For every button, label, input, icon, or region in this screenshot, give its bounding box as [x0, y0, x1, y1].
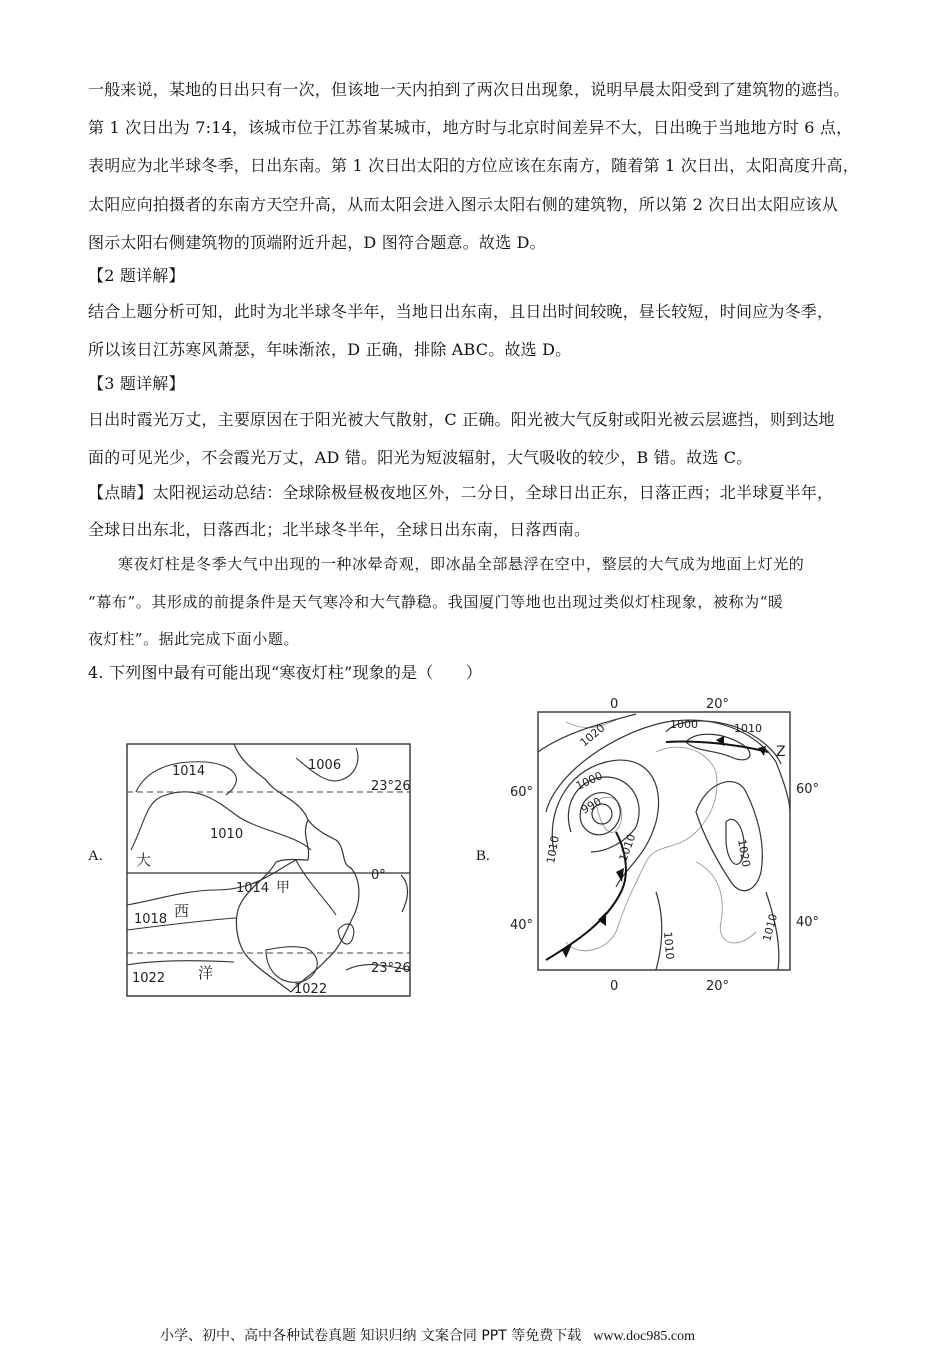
question-stem: 4. 下列图中最有可能出现“寒夜灯柱”现象的是（ ） — [88, 663, 483, 682]
longitude-label: 20° — [706, 697, 730, 712]
paragraph-line: 结合上题分析可知，此时为北半球冬半年，当地日出东南，且日出时间较晚，昼长较短，时间应为冬季， — [88, 302, 834, 321]
section-heading: 【2 题详解】 — [88, 266, 185, 285]
paragraph-line: 太阳应向拍摄者的东南方天空升高，从而太阳会进入图示太阳右侧的建筑物，所以第 2 次日出太阳应该从 — [88, 195, 838, 214]
isobar-label: 1014 — [236, 881, 270, 896]
longitude-label: 0 — [610, 697, 619, 712]
option-b-label[interactable]: B. — [476, 848, 490, 864]
paragraph-line: 图示太阳右侧建筑物的顶端附近升起，D 图符合题意。故选 D。 — [88, 233, 546, 252]
front-label-z: Z — [776, 744, 786, 760]
paragraph-line: 第 1 次日出为 7:14，该城市位于江苏省某城市，地方时与北京时间差异不大，日出晚于当地地方时 6 点， — [88, 118, 853, 137]
latitude-label: 23°26 — [371, 961, 411, 976]
paragraph-line: 面的可见光少，不会霞光万丈，AD 错。阳光为短波辐射，大气吸收的较少，B 错。故选 C。 — [88, 448, 753, 467]
longitude-label: 20° — [706, 979, 730, 994]
latitude-label: 0° — [371, 868, 386, 883]
isobar-label: 1010 — [616, 832, 639, 864]
latitude-label: 60° — [796, 782, 820, 797]
paragraph-line: 所以该日江苏寒风萧瑟，年味渐浓，D 正确，排除 ABC。故选 D。 — [88, 340, 572, 359]
isobar-label: 1022 — [132, 971, 166, 986]
option-b-map[interactable] — [506, 692, 826, 994]
isobar-label: 1022 — [294, 982, 328, 997]
isobar-label: 1018 — [134, 912, 168, 927]
section-heading: 【3 题详解】 — [88, 374, 185, 393]
latitude-label: 40° — [796, 915, 820, 930]
isobar-label: 1010 — [734, 722, 762, 735]
isobar-label: 1000 — [670, 718, 698, 731]
paragraph-line: 全球日出东北，日落西北；北半球冬半年，全球日出东南，日落西南。 — [88, 520, 591, 539]
isobar-label: 1014 — [172, 764, 206, 779]
isobar-label: 1006 — [308, 758, 342, 773]
isobar-label: 1010 — [210, 827, 244, 842]
isobar-label: 1010 — [760, 912, 781, 943]
paragraph-line: 日出时霞光万丈，主要原因在于阳光被大气散射，C 正确。阳光被大气反射或阳光被云层遮挡，则到达地 — [88, 410, 835, 429]
page-footer — [160, 1325, 695, 1345]
paragraph-line: 【点睛】太阳视运动总结：全球除极昼极夜地区外，二分日，全球日出正东，日落正西；北半球夏半年， — [88, 483, 834, 502]
material-line: 夜灯柱”。据此完成下面小题。 — [88, 630, 300, 648]
option-a-map[interactable] — [126, 740, 426, 1000]
paragraph-line: 一般来说，某地的日出只有一次，但该地一天内拍到了两次日出现象，说明早晨太阳受到了建筑物的遮挡。 — [88, 80, 850, 99]
isobar-label: 1020 — [577, 721, 608, 750]
latitude-label: 60° — [510, 785, 534, 800]
material-line: 寒夜灯柱是冬季大气中出现的一种冰晕奇观，即冰晶全部悬浮在空中，整层的大气成为地面上灯光的 — [118, 555, 805, 573]
isobar-label: 1020 — [735, 838, 753, 869]
paragraph-line: 表明应为北半球冬季，日出东南。第 1 次日出太阳的方位应该在东南方，随着第 1 次日出，太阳高度升高， — [88, 156, 859, 175]
place-label: 西 — [174, 902, 190, 920]
latitude-label: 23°26 — [371, 779, 411, 794]
place-label: 大 — [136, 851, 152, 869]
place-label: 洋 — [198, 964, 214, 982]
option-a-label[interactable]: A. — [88, 848, 103, 864]
footer-url[interactable]: www.doc985.com — [593, 1329, 695, 1344]
isobar-label: 1010 — [544, 834, 562, 865]
isobar-label: 990 — [579, 794, 604, 817]
point-label-jia: 甲 — [276, 880, 290, 896]
footer-text: 小学、初中、高中各种试卷真题 知识归纳 文案合同 PPT 等免费下载 — [160, 1328, 582, 1344]
material-line: “幕布”。其形成的前提条件是天气寒冷和大气静稳。我国厦门等地也出现过类似灯柱现象，被称为“暖 — [88, 593, 784, 611]
isobar-label: 1000 — [573, 769, 605, 793]
longitude-label: 0 — [610, 979, 619, 994]
latitude-label: 40° — [510, 918, 534, 933]
isobar-label: 1010 — [661, 931, 677, 961]
